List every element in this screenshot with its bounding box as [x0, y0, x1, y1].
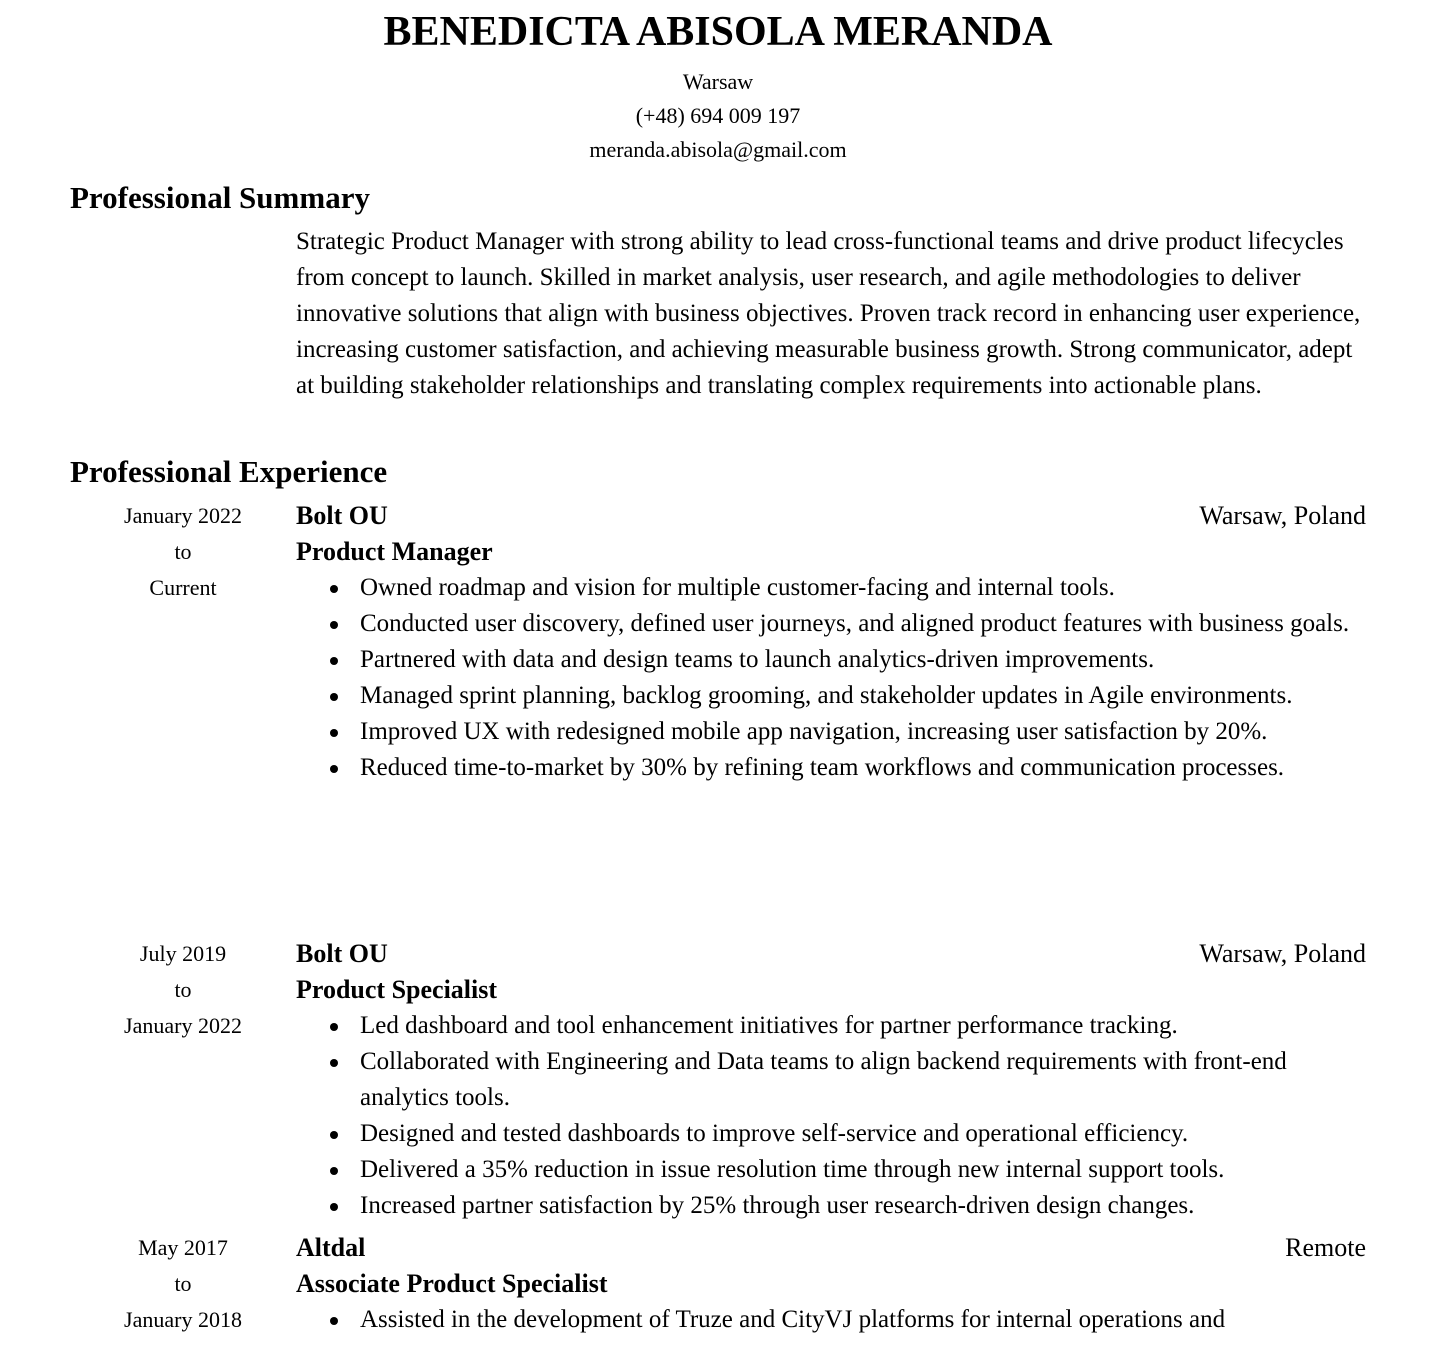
job-title: Associate Product Specialist [296, 1269, 608, 1298]
experience-heading: Professional Experience [70, 454, 388, 489]
job-bullet: Assisted in the development of Truze and CityVJ platforms for internal operations and [360, 1302, 1366, 1338]
contact-city: Warsaw [682, 69, 754, 94]
job-bullet-list [296, 1008, 1366, 1224]
job-company: Altdal [296, 1233, 366, 1262]
job-title: Product Specialist [296, 975, 498, 1004]
job-bullet-list [296, 570, 1366, 786]
job-end-date: January 2022 [124, 1013, 242, 1038]
job-bullet: Conducted user discovery, defined user journeys, and aligned product features with business goals. [360, 606, 1366, 642]
job-bullet: Managed sprint planning, backlog grooming, and stakeholder updates in Agile environments. [360, 678, 1366, 714]
job-bullet: Designed and tested dashboards to improve self-service and operational efficiency. [360, 1116, 1366, 1152]
job-bullet-list [296, 1302, 1366, 1338]
candidate-name: BENEDICTA ABISOLA MERANDA [383, 9, 1053, 55]
job-bullet: Increased partner satisfaction by 25% through user research-driven design changes. [360, 1188, 1366, 1224]
job-start-date: July 2019 [139, 941, 227, 966]
job-date-separator: to [174, 977, 192, 1002]
job-bullet: Improved UX with redesigned mobile app navigation, increasing user satisfaction by 20%. [360, 714, 1366, 750]
job-bullet: Led dashboard and tool enhancement initiatives for partner performance tracking. [360, 1008, 1366, 1044]
job-start-date: January 2022 [124, 503, 242, 528]
job-start-date: May 2017 [138, 1235, 228, 1260]
job-dates [98, 936, 268, 1044]
job-bullet: Collaborated with Engineering and Data teams to align backend requirements with front-end analytics tools. [360, 1044, 1366, 1116]
job-company: Bolt OU [296, 501, 388, 530]
job-dates [98, 498, 268, 606]
contact-email: meranda.abisola@gmail.com [589, 137, 847, 162]
job-bullet: Delivered a 35% reduction in issue resolution time through new internal support tools. [360, 1152, 1366, 1188]
job-dates [98, 1230, 268, 1338]
job-location: Warsaw, Poland [1199, 501, 1366, 530]
job-bullet: Partnered with data and design teams to launch analytics-driven improvements. [360, 642, 1366, 678]
job-location: Remote [1285, 1233, 1366, 1262]
job-company: Bolt OU [296, 939, 388, 968]
job-bullet: Reduced time-to-market by 30% by refining team workflows and communication processes. [360, 750, 1366, 786]
job-title: Product Manager [296, 537, 493, 566]
job-location: Warsaw, Poland [1199, 939, 1366, 968]
job-end-date: Current [149, 575, 217, 600]
contact-phone: (+48) 694 009 197 [635, 103, 801, 128]
summary-heading: Professional Summary [70, 180, 370, 215]
summary-text: Strategic Product Manager with strong ability to lead cross-functional teams and drive product lifecycles from concept to launch. Skilled in market analysis, user research, and agile methodologies to deliver innovative solutions that align with business objectives. Proven track record in enhancing user experience, increasing customer satisfaction, and achieving measurable business growth. Strong communicator, adept at building stakeholder relationships and translating complex requirements into actionable plans. [296, 228, 1361, 399]
job-date-separator: to [174, 539, 192, 564]
job-bullet: Owned roadmap and vision for multiple customer-facing and internal tools. [360, 570, 1366, 606]
job-end-date: January 2018 [124, 1307, 242, 1332]
job-date-separator: to [174, 1271, 192, 1296]
